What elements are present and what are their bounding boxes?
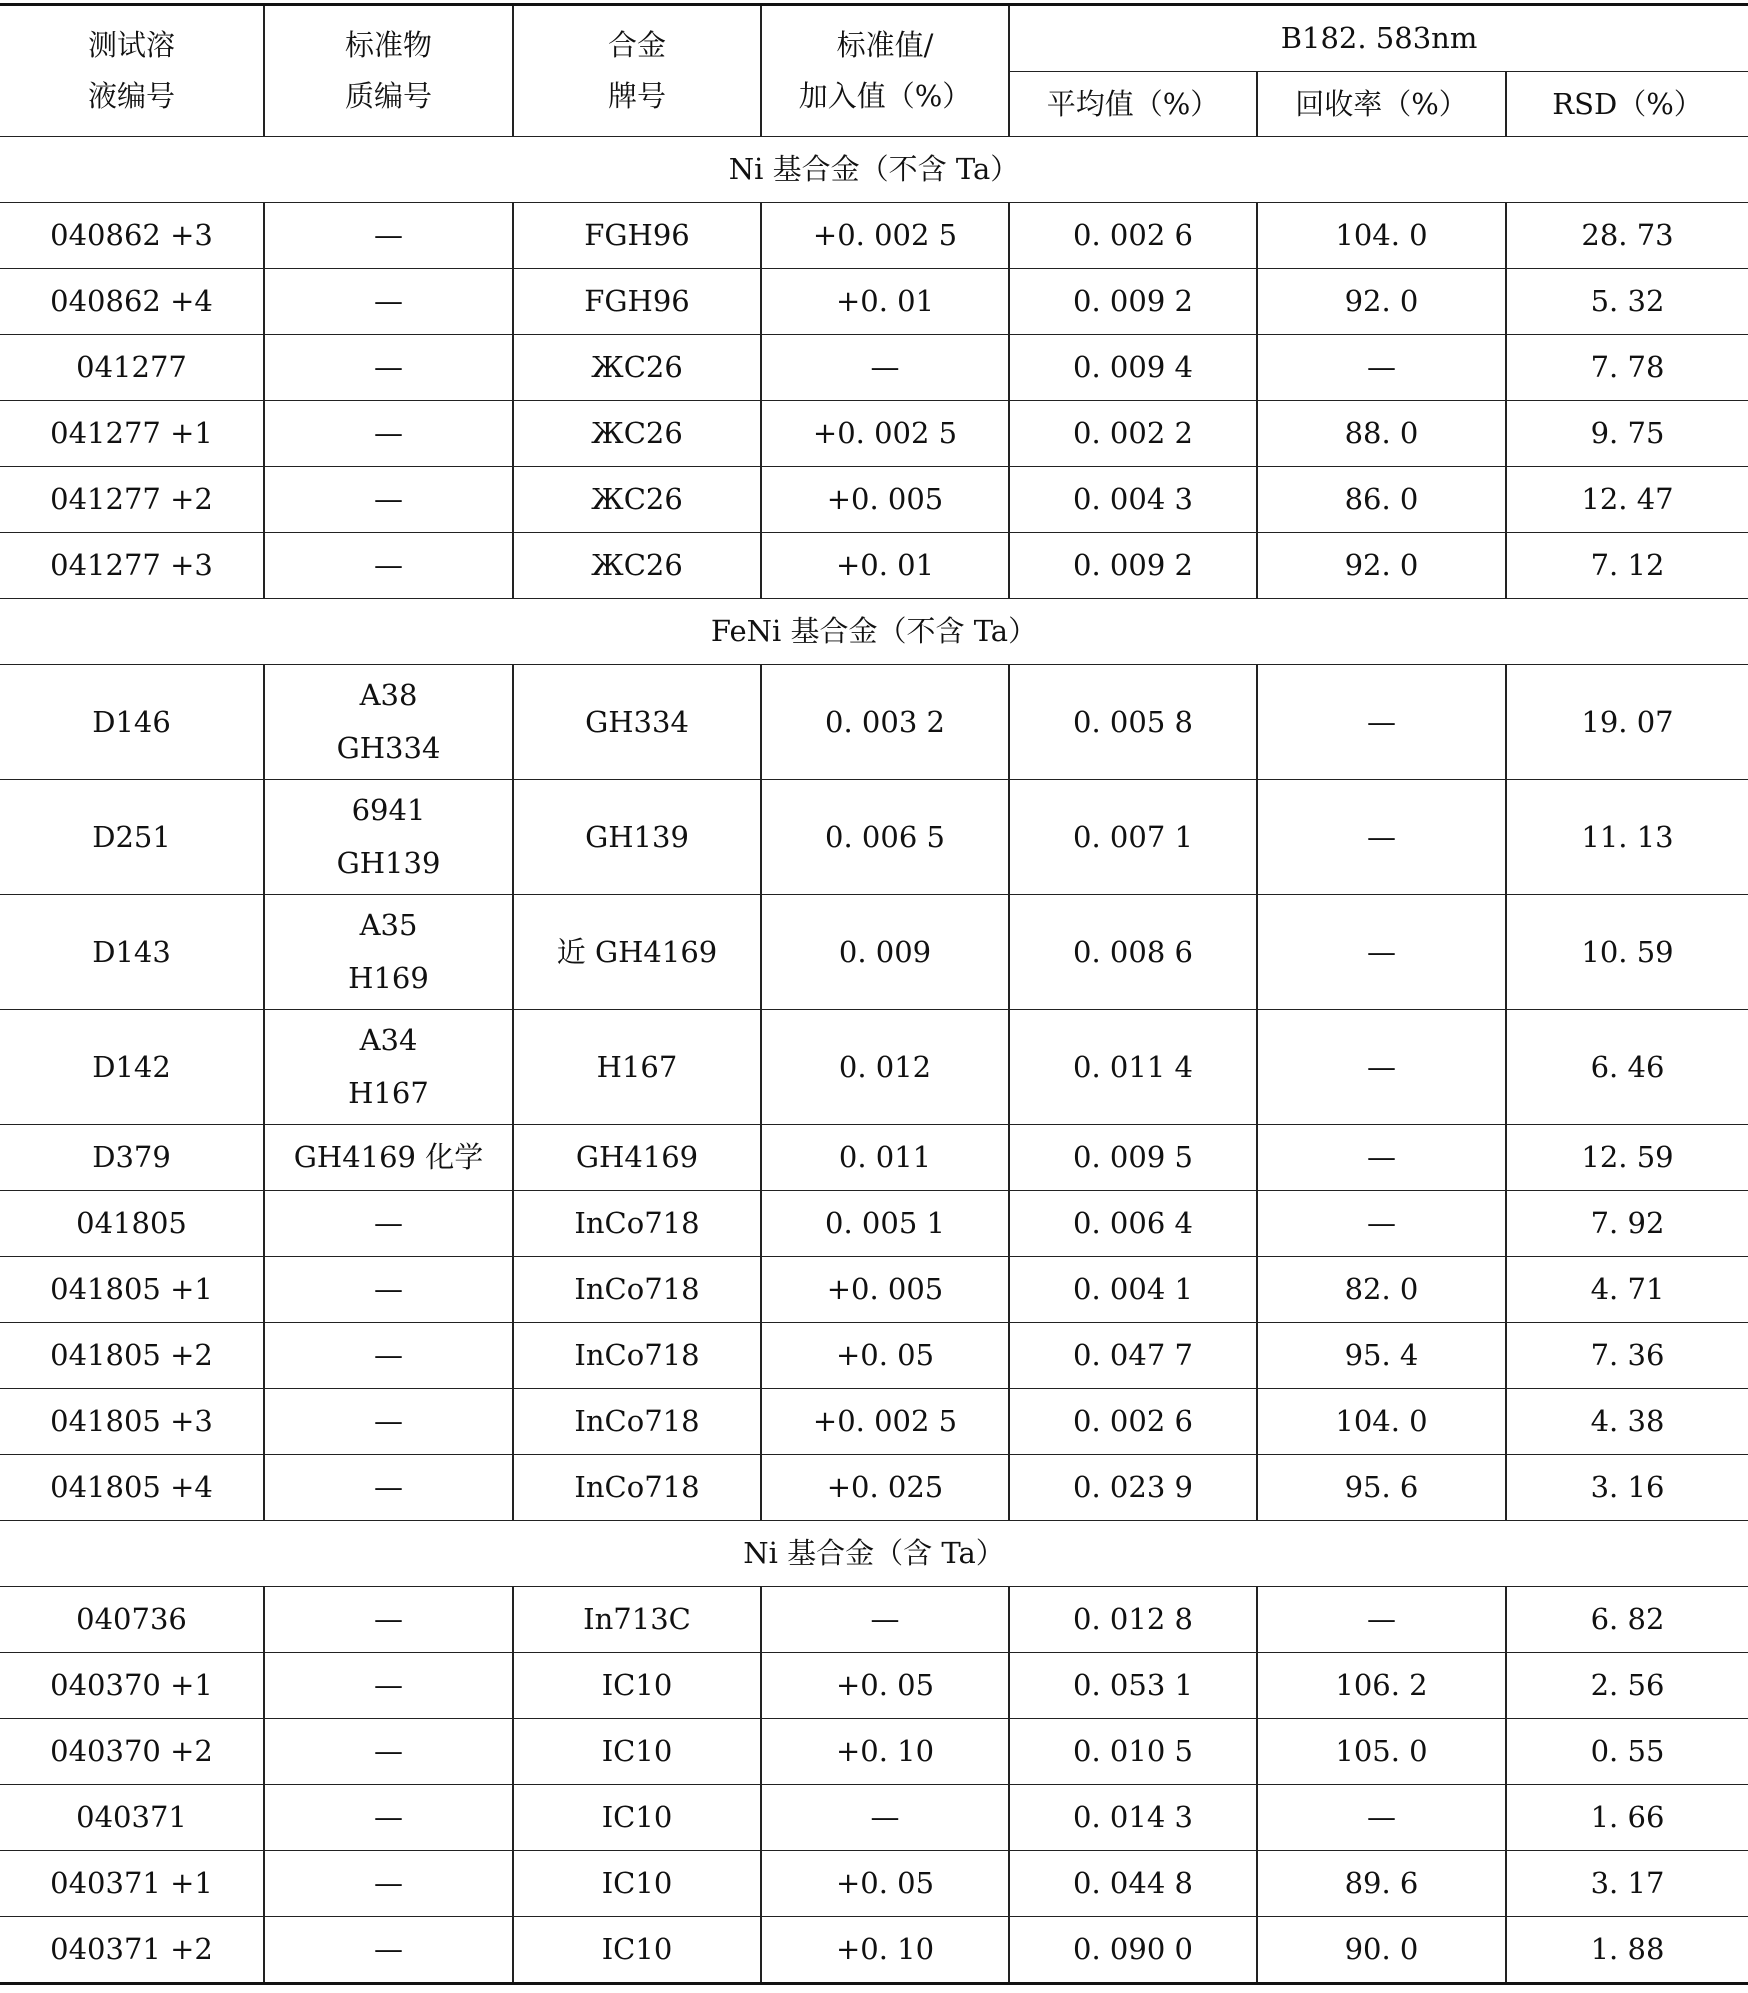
cell-mean: 0. 004 3 [1009,467,1257,533]
table-row [0,665,1748,780]
cell-mean: 0. 004 1 [1009,1257,1257,1323]
cell-recovery: 104. 0 [1257,203,1506,269]
cell-sample-no: D146 [0,665,264,780]
cell-std-value: +0. 01 [761,533,1009,599]
cell-rsd: 7. 12 [1506,533,1748,599]
header-mean: 平均值（%） [1009,72,1257,137]
header-wavelength-group: B182. 583nm [1009,5,1748,72]
cell-std-value: 0. 005 1 [761,1191,1009,1257]
table-row [0,203,1748,269]
table-row [0,467,1748,533]
cell-mean: 0. 009 5 [1009,1125,1257,1191]
cell-ref-material [264,1455,513,1521]
cell-std-value: +0. 01 [761,269,1009,335]
cell-std-value: — [761,335,1009,401]
cell-rsd: 4. 38 [1506,1389,1748,1455]
cell-rsd: 7. 78 [1506,335,1748,401]
table-row [0,1785,1748,1851]
cell-recovery: — [1257,780,1506,895]
ref-material-line: A35 [359,908,418,942]
cell-alloy-grade: ЖС26 [513,401,761,467]
cell-mean: 0. 014 3 [1009,1785,1257,1851]
cell-alloy-grade: IC10 [513,1719,761,1785]
cell-rsd: 6. 46 [1506,1010,1748,1125]
cell-rsd: 6. 82 [1506,1587,1748,1653]
cell-sample-no: 041277 [0,335,264,401]
header-alloy-grade-line1: 合金 [607,28,666,62]
table-body [0,5,1748,1984]
cell-alloy-grade: ЖС26 [513,467,761,533]
cell-recovery: 95. 6 [1257,1455,1506,1521]
cell-alloy-grade: InCo718 [513,1323,761,1389]
header-sample-no [0,5,264,137]
cell-ref-material [264,1587,513,1653]
cell-rsd: 3. 16 [1506,1455,1748,1521]
cell-mean: 0. 008 6 [1009,895,1257,1010]
cell-sample-no: 041805 +4 [0,1455,264,1521]
header-ref-material [264,5,513,137]
cell-ref-material [264,203,513,269]
cell-alloy-grade: H167 [513,1010,761,1125]
ref-material-line: — [374,1206,403,1240]
cell-sample-no: 041805 +1 [0,1257,264,1323]
ref-material-line: GH4169 化学 [293,1140,484,1174]
ref-material-line: A38 [359,678,418,712]
cell-mean: 0. 002 2 [1009,401,1257,467]
header-sample-no-line2: 液编号 [87,79,175,113]
ref-material-line: — [374,1932,403,1966]
header-alloy-grade [513,5,761,137]
cell-ref-material [264,335,513,401]
cell-sample-no: 040862 +4 [0,269,264,335]
cell-sample-no: 040370 +1 [0,1653,264,1719]
section-row [0,1521,1748,1587]
cell-rsd: 9. 75 [1506,401,1748,467]
ref-material-line: — [374,284,403,318]
cell-recovery: — [1257,665,1506,780]
cell-std-value: 0. 012 [761,1010,1009,1125]
cell-recovery: 95. 4 [1257,1323,1506,1389]
section-title: Ni 基合金（不含 Ta） [0,137,1748,203]
table-row [0,1917,1748,1984]
cell-alloy-grade: In713C [513,1587,761,1653]
ref-material-line: — [374,416,403,450]
cell-recovery: 92. 0 [1257,533,1506,599]
header-ref-material-line2: 质编号 [344,79,432,113]
cell-std-value: — [761,1587,1009,1653]
table-row [0,533,1748,599]
cell-rsd: 3. 17 [1506,1851,1748,1917]
table-row [0,1010,1748,1125]
section-row [0,599,1748,665]
cell-alloy-grade: 近 GH4169 [513,895,761,1010]
cell-recovery: — [1257,895,1506,1010]
cell-mean: 0. 023 9 [1009,1455,1257,1521]
table-row [0,1191,1748,1257]
table-row [0,780,1748,895]
cell-ref-material [264,401,513,467]
cell-rsd: 12. 47 [1506,467,1748,533]
cell-recovery: 105. 0 [1257,1719,1506,1785]
cell-std-value: +0. 10 [761,1917,1009,1984]
table-row [0,1257,1748,1323]
cell-recovery: 86. 0 [1257,467,1506,533]
ref-material-line: — [374,1668,403,1702]
table-row [0,269,1748,335]
boron-recovery-table [0,3,1748,1985]
cell-ref-material [264,1785,513,1851]
ref-material-line: — [374,1272,403,1306]
cell-ref-material [264,895,513,1010]
cell-ref-material [264,269,513,335]
cell-ref-material [264,1719,513,1785]
cell-sample-no: D251 [0,780,264,895]
ref-material-line: — [374,350,403,384]
cell-mean: 0. 090 0 [1009,1917,1257,1984]
cell-rsd: 4. 71 [1506,1257,1748,1323]
cell-mean: 0. 002 6 [1009,203,1257,269]
cell-ref-material [264,1653,513,1719]
table-row [0,1719,1748,1785]
header-recovery: 回收率（%） [1257,72,1506,137]
cell-sample-no: 041805 +2 [0,1323,264,1389]
cell-mean: 0. 012 8 [1009,1587,1257,1653]
cell-std-value: +0. 05 [761,1653,1009,1719]
ref-material-line: — [374,548,403,582]
cell-std-value: +0. 002 5 [761,401,1009,467]
cell-std-value: 0. 003 2 [761,665,1009,780]
cell-rsd: 5. 32 [1506,269,1748,335]
cell-mean: 0. 006 4 [1009,1191,1257,1257]
ref-material-line: — [374,1470,403,1504]
cell-recovery: 88. 0 [1257,401,1506,467]
table-row [0,1455,1748,1521]
cell-rsd: 7. 92 [1506,1191,1748,1257]
ref-material-line: GH139 [336,846,441,880]
ref-material-line: — [374,1866,403,1900]
cell-sample-no: 041277 +1 [0,401,264,467]
cell-ref-material [264,533,513,599]
cell-alloy-grade: FGH96 [513,269,761,335]
cell-alloy-grade: InCo718 [513,1257,761,1323]
cell-ref-material [264,1389,513,1455]
ref-material-line: H169 [348,961,429,995]
cell-alloy-grade: ЖС26 [513,533,761,599]
cell-rsd: 1. 66 [1506,1785,1748,1851]
cell-sample-no: 040370 +2 [0,1719,264,1785]
ref-material-line: — [374,1338,403,1372]
cell-std-value: 0. 006 5 [761,780,1009,895]
table-row [0,1323,1748,1389]
cell-rsd: 11. 13 [1506,780,1748,895]
header-std-value-line1: 标准值/ [836,28,934,62]
cell-std-value: +0. 05 [761,1851,1009,1917]
cell-alloy-grade: InCo718 [513,1191,761,1257]
cell-rsd: 12. 59 [1506,1125,1748,1191]
cell-mean: 0. 005 8 [1009,665,1257,780]
section-title: FeNi 基合金（不含 Ta） [0,599,1748,665]
cell-alloy-grade: GH139 [513,780,761,895]
section-row [0,137,1748,203]
cell-sample-no: D143 [0,895,264,1010]
table-row [0,1653,1748,1719]
cell-mean: 0. 011 4 [1009,1010,1257,1125]
ref-material-line: — [374,1734,403,1768]
cell-ref-material [264,1257,513,1323]
cell-alloy-grade: ЖС26 [513,335,761,401]
cell-mean: 0. 007 1 [1009,780,1257,895]
ref-material-line: — [374,1602,403,1636]
cell-recovery: — [1257,1010,1506,1125]
cell-sample-no: 040371 +2 [0,1917,264,1984]
ref-material-line: GH334 [336,731,441,765]
cell-alloy-grade: IC10 [513,1785,761,1851]
cell-ref-material [264,665,513,780]
header-row-1 [0,5,1748,72]
cell-recovery: 104. 0 [1257,1389,1506,1455]
cell-std-value: 0. 011 [761,1125,1009,1191]
ref-material-line: 6941 [351,793,426,827]
cell-ref-material [264,780,513,895]
cell-sample-no: 040862 +3 [0,203,264,269]
cell-alloy-grade: InCo718 [513,1455,761,1521]
table-row [0,401,1748,467]
cell-std-value: — [761,1785,1009,1851]
cell-alloy-grade: FGH96 [513,203,761,269]
cell-mean: 0. 009 4 [1009,335,1257,401]
cell-recovery: — [1257,1587,1506,1653]
cell-rsd: 0. 55 [1506,1719,1748,1785]
cell-mean: 0. 044 8 [1009,1851,1257,1917]
cell-std-value: +0. 05 [761,1323,1009,1389]
cell-recovery: — [1257,335,1506,401]
section-title: Ni 基合金（含 Ta） [0,1521,1748,1587]
cell-sample-no: 040736 [0,1587,264,1653]
cell-ref-material [264,1323,513,1389]
cell-std-value: +0. 002 5 [761,203,1009,269]
cell-std-value: +0. 005 [761,1257,1009,1323]
cell-mean: 0. 047 7 [1009,1323,1257,1389]
cell-ref-material [264,1125,513,1191]
table-row [0,1125,1748,1191]
cell-std-value: +0. 005 [761,467,1009,533]
cell-recovery: 82. 0 [1257,1257,1506,1323]
cell-mean: 0. 009 2 [1009,533,1257,599]
cell-rsd: 1. 88 [1506,1917,1748,1984]
table-row [0,1851,1748,1917]
cell-recovery: 92. 0 [1257,269,1506,335]
cell-sample-no: D142 [0,1010,264,1125]
cell-sample-no: D379 [0,1125,264,1191]
cell-recovery: — [1257,1191,1506,1257]
cell-ref-material [264,1010,513,1125]
cell-sample-no: 041277 +3 [0,533,264,599]
header-sample-no-line1: 测试溶 [87,28,175,62]
cell-ref-material [264,1851,513,1917]
cell-alloy-grade: GH4169 [513,1125,761,1191]
cell-alloy-grade: IC10 [513,1851,761,1917]
ref-material-line: H167 [348,1076,429,1110]
cell-recovery: 89. 6 [1257,1851,1506,1917]
cell-sample-no: 040371 [0,1785,264,1851]
header-ref-material-line1: 标准物 [344,28,432,62]
header-std-value-line2: 加入值（%） [798,79,972,113]
cell-std-value: +0. 10 [761,1719,1009,1785]
cell-sample-no: 041805 +3 [0,1389,264,1455]
header-std-value [761,5,1009,137]
cell-mean: 0. 009 2 [1009,269,1257,335]
cell-alloy-grade: InCo718 [513,1389,761,1455]
header-alloy-grade-line2: 牌号 [607,79,666,113]
cell-sample-no: 041277 +2 [0,467,264,533]
cell-ref-material [264,467,513,533]
cell-ref-material [264,1917,513,1984]
cell-recovery: — [1257,1125,1506,1191]
header-rsd: RSD（%） [1506,72,1748,137]
cell-recovery: — [1257,1785,1506,1851]
cell-mean: 0. 053 1 [1009,1653,1257,1719]
cell-std-value: +0. 025 [761,1455,1009,1521]
cell-recovery: 106. 2 [1257,1653,1506,1719]
cell-alloy-grade: IC10 [513,1653,761,1719]
table-row [0,895,1748,1010]
cell-mean: 0. 010 5 [1009,1719,1257,1785]
cell-rsd: 10. 59 [1506,895,1748,1010]
ref-material-line: — [374,1404,403,1438]
ref-material-line: — [374,482,403,516]
table-row [0,335,1748,401]
cell-alloy-grade: GH334 [513,665,761,780]
cell-ref-material [264,1191,513,1257]
cell-sample-no: 040371 +1 [0,1851,264,1917]
cell-rsd: 2. 56 [1506,1653,1748,1719]
table-row [0,1587,1748,1653]
ref-material-line: A34 [359,1023,418,1057]
cell-recovery: 90. 0 [1257,1917,1506,1984]
cell-rsd: 7. 36 [1506,1323,1748,1389]
cell-rsd: 19. 07 [1506,665,1748,780]
ref-material-line: — [374,1800,403,1834]
cell-std-value: +0. 002 5 [761,1389,1009,1455]
cell-mean: 0. 002 6 [1009,1389,1257,1455]
ref-material-line: — [374,218,403,252]
table-row [0,1389,1748,1455]
cell-alloy-grade: IC10 [513,1917,761,1984]
cell-std-value: 0. 009 [761,895,1009,1010]
cell-sample-no: 041805 [0,1191,264,1257]
cell-rsd: 28. 73 [1506,203,1748,269]
